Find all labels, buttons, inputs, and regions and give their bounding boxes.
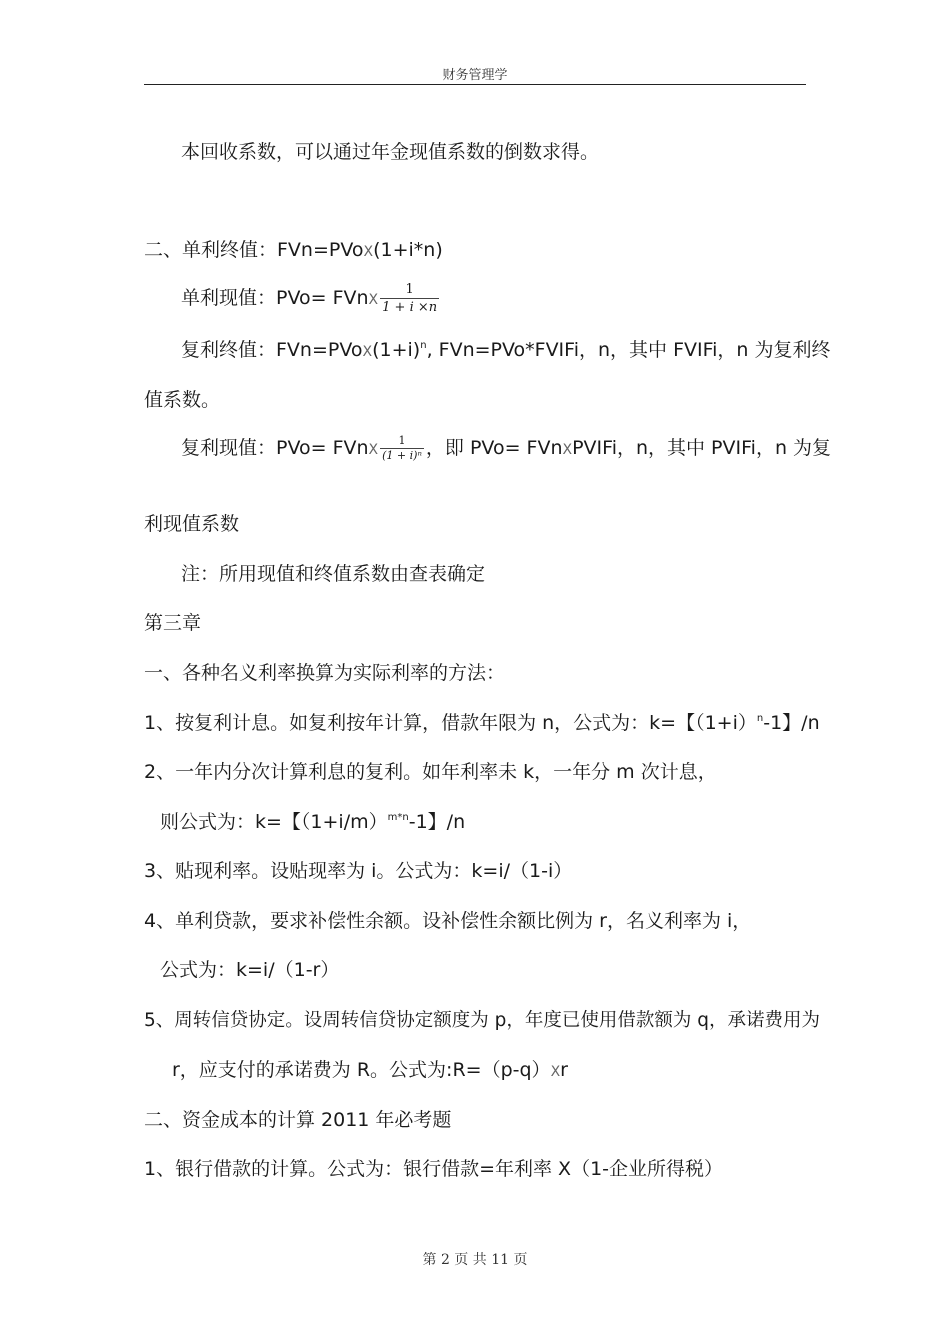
- page-footer: 第 2 页 共 11 页: [422, 1252, 528, 1268]
- list-item: 3、贴现利率。设贴现率为 i。公式为：k=i/（1-i）: [144, 860, 573, 882]
- text-line: 值系数。: [144, 389, 221, 411]
- list-item-continuation: r，应支付的承诺费为 R。公式为:R=（p-q）Xr: [172, 1059, 568, 1081]
- multiply-sign: X: [363, 244, 374, 260]
- multiply-sign: X: [368, 292, 379, 308]
- list-item-continuation: 则公式为：k=【$(1+i/m)^{m*n}-1$】/n: [160, 811, 466, 833]
- list-item: 4、单利贷款，要求补偿性余额。设补偿性余额比例为 r，名义利率为 i，: [144, 910, 752, 932]
- multiply-sign: X: [562, 442, 573, 458]
- multiply-sign: X: [368, 442, 379, 458]
- list-item: 1、银行借款的计算。公式为：银行借款=年利率 X（1-企业所得税）: [144, 1158, 724, 1180]
- list-item: 2、一年内分次计算利息的复利。如年利率未 k，一年分 m 次计息，: [144, 761, 717, 783]
- list-item-continuation: 公式为：k=i/（1-r）: [160, 959, 340, 981]
- page-header: 财务管理学: [442, 68, 508, 83]
- simple-interest-present-value: 单利现值：PVo= FVnX $\frac{1}{1 + i \times n}$: [181, 282, 438, 315]
- compound-present-value: 复利现值：PVo= FVnX $\frac{1}{\text{(1 + i)ⁿ}}$ ，即 PVo= FVnXPVIFi，n，其中 PVIFi，n 为复: [181, 434, 832, 462]
- fraction: $\frac{1}{1 + i \times n}$: [382, 282, 438, 315]
- text-line: 注：所用现值和终值系数由查表确定: [181, 563, 486, 585]
- section-heading: 一、各种名义利率换算为实际利率的方法：: [144, 662, 506, 684]
- header-rule: [144, 84, 806, 85]
- text-line: 利现值系数: [144, 513, 240, 535]
- simple-interest-future-value: 二、单利终值：FVn=PVoX(1+i*n): [144, 239, 443, 261]
- section-heading: 二、资金成本的计算 2011 年必考题: [144, 1109, 452, 1131]
- list-item: 5、周转信贷协定。设周转信贷协定额度为 p，年度已使用借款额为 q，承诺费用为: [144, 1010, 821, 1031]
- compound-future-value: 复利终值：$FVn=PVoX(1+i)^n$, FVn=PVo*FVIFi，n，其中 FVIFi，n 为复利终: [181, 339, 831, 361]
- text-line: 本回收系数，可以通过年金现值系数的倒数求得。: [181, 141, 600, 163]
- multiply-sign: X: [362, 344, 373, 360]
- chapter-heading: 第三章: [144, 612, 202, 634]
- fraction: $\frac{1}{\text{(1 + i)ⁿ}}$: [382, 434, 422, 462]
- multiply-sign: X: [550, 1064, 561, 1080]
- list-item: 1、按复利计息。如复利按年计算，借款年限为 n，公式为：k=【$(1+i)^n-1$】/n: [144, 712, 820, 734]
